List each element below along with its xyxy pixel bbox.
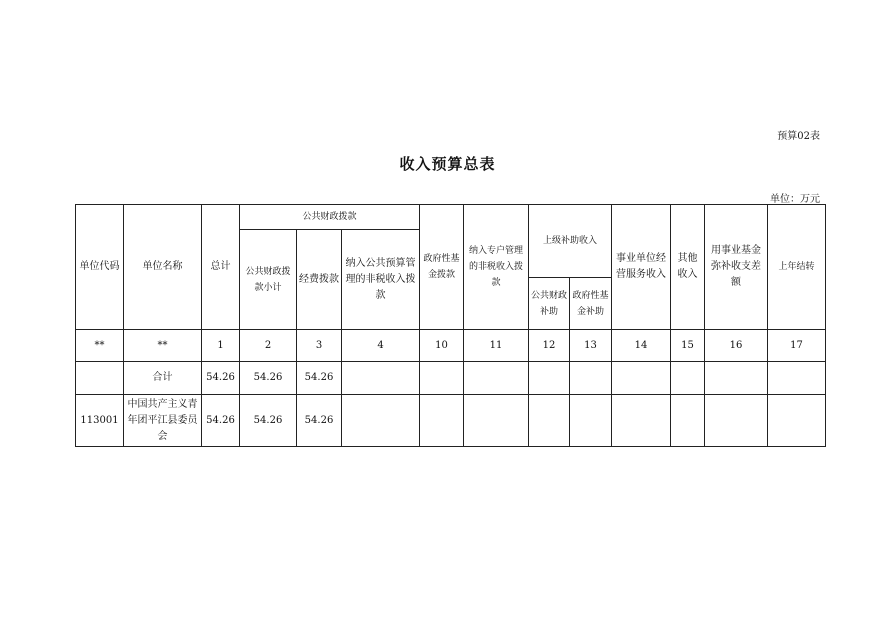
index-cell: 10 [420, 330, 464, 362]
empty-cell [464, 362, 529, 395]
table-row-total [76, 362, 826, 395]
index-cell: 15 [671, 330, 705, 362]
index-cell: ** [76, 330, 124, 362]
row-funding: 54.26 [297, 362, 342, 395]
header-other-income: 其他收入 [671, 205, 705, 330]
empty-cell [671, 395, 705, 447]
header-unit-name: 单位名称 [124, 205, 202, 330]
unit-label: 单位：万元 [770, 194, 820, 205]
empty-cell [570, 395, 612, 447]
header-special-account: 纳入专户管理的非税收入拨款 [464, 205, 529, 330]
header-carryover: 上年结转 [768, 205, 826, 330]
empty-cell [612, 395, 671, 447]
index-cell: 4 [342, 330, 420, 362]
empty-cell [342, 362, 420, 395]
header-business-income: 事业单位经营服务收入 [612, 205, 671, 330]
header-funding: 经费拨款 [297, 230, 342, 330]
empty-cell [768, 362, 826, 395]
table-row [76, 395, 826, 447]
empty-cell [705, 362, 768, 395]
empty-cell [342, 395, 420, 447]
header-public-finance: 公共财政拨款 [240, 205, 420, 230]
budget-table [75, 204, 826, 447]
index-cell: 14 [612, 330, 671, 362]
row-subtotal: 54.26 [240, 362, 297, 395]
header-reserve-fund: 用事业基金弥补收支差额 [705, 205, 768, 330]
empty-cell [705, 395, 768, 447]
form-number: 预算02表 [777, 131, 820, 142]
index-cell: 13 [570, 330, 612, 362]
row-funding: 54.26 [297, 395, 342, 447]
header-total: 总计 [202, 205, 240, 330]
empty-cell [529, 362, 570, 395]
empty-cell [570, 362, 612, 395]
header-unit-code: 单位代码 [76, 205, 124, 330]
header-non-tax-budget: 纳入公共预算管理的非税收入拨款 [342, 230, 420, 330]
header-row-1 [76, 205, 826, 230]
empty-cell [671, 362, 705, 395]
row-total: 54.26 [202, 362, 240, 395]
page-title: 收入预算总表 [399, 155, 496, 173]
row-total: 54.26 [202, 395, 240, 447]
empty-cell [420, 395, 464, 447]
index-row [76, 330, 826, 362]
index-cell: 17 [768, 330, 826, 362]
row-code [76, 362, 124, 395]
empty-cell [768, 395, 826, 447]
header-gov-fund-subsidy: 政府性基金补助 [570, 278, 612, 330]
header-higher-subsidy: 上级补助收入 [529, 205, 612, 278]
empty-cell [464, 395, 529, 447]
index-cell: 11 [464, 330, 529, 362]
empty-cell [420, 362, 464, 395]
empty-cell [612, 362, 671, 395]
header-public-finance-subsidy: 公共财政补助 [529, 278, 570, 330]
header-public-finance-subtotal: 公共财政拨款小计 [240, 230, 297, 330]
index-cell: 1 [202, 330, 240, 362]
header-gov-fund: 政府性基金拨款 [420, 205, 464, 330]
row-name: 中国共产主义青年团平江县委员会 [124, 395, 202, 447]
row-name: 合计 [124, 362, 202, 395]
index-cell: 3 [297, 330, 342, 362]
empty-cell [529, 395, 570, 447]
index-cell: 12 [529, 330, 570, 362]
index-cell: 2 [240, 330, 297, 362]
row-code: 113001 [76, 395, 124, 447]
index-cell: ** [124, 330, 202, 362]
index-cell: 16 [705, 330, 768, 362]
row-subtotal: 54.26 [240, 395, 297, 447]
